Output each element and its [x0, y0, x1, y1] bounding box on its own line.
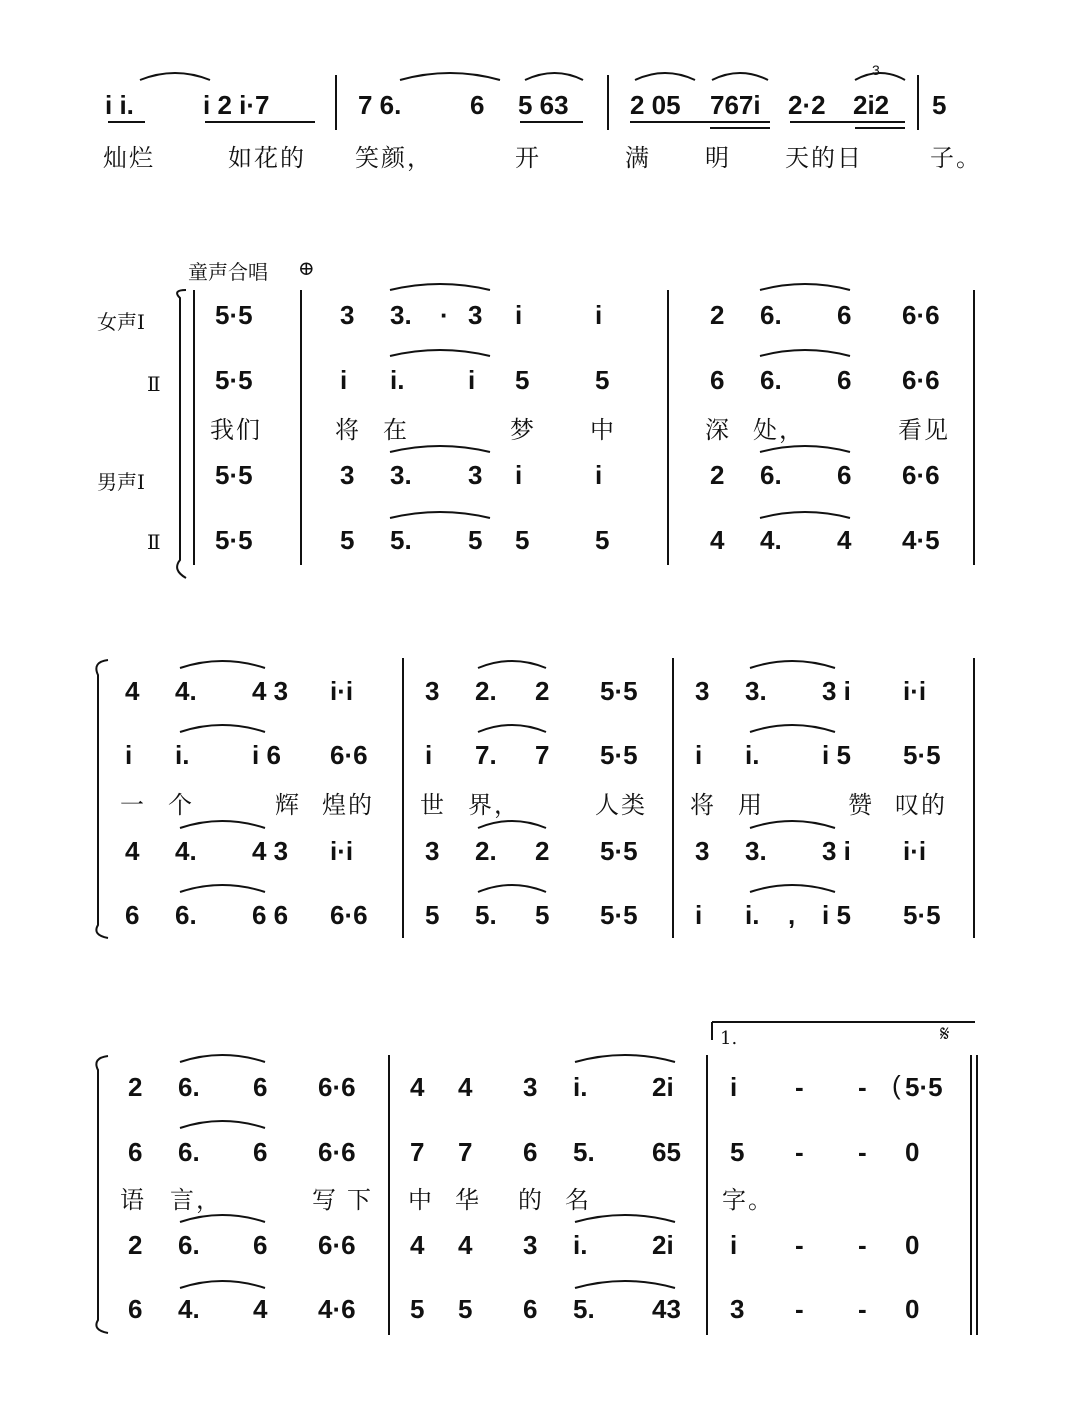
note: 2: [535, 676, 550, 706]
note: 4: [125, 676, 140, 706]
note: 6·6: [330, 740, 368, 770]
note: 5·5: [600, 900, 638, 930]
note: 5: [340, 525, 355, 555]
lyric: 中: [590, 416, 616, 444]
note: 7: [458, 1137, 473, 1167]
note: 5: [458, 1294, 473, 1324]
paren: (: [892, 1070, 901, 1100]
lyric: 字。: [722, 1186, 774, 1214]
note: 767i: [710, 90, 761, 120]
note: 6: [837, 300, 852, 330]
note: 5: [515, 365, 530, 395]
note: 2: [128, 1230, 143, 1260]
dash: -: [795, 1072, 804, 1102]
note: 5: [468, 525, 483, 555]
lyric: 深: [705, 416, 731, 444]
note: 2: [535, 836, 550, 866]
note: 3: [695, 836, 710, 866]
note: 4: [458, 1072, 473, 1102]
note: i.: [390, 365, 405, 395]
note: 3 i: [822, 836, 851, 866]
note: 3 i: [822, 676, 851, 706]
note: 6: [253, 1230, 268, 1260]
note: i: [695, 900, 703, 930]
note: 6: [523, 1294, 538, 1324]
note: 7: [410, 1137, 425, 1167]
note: i 5: [822, 740, 851, 770]
note: 6.: [178, 1230, 200, 1260]
lyric: 灿烂: [103, 144, 155, 172]
lyric: 华: [455, 1186, 481, 1214]
note: 2.: [475, 676, 497, 706]
lyric: 人类: [595, 791, 647, 819]
note: 5.: [573, 1294, 595, 1324]
note: 6·6: [318, 1230, 356, 1260]
lyric: 看见: [898, 416, 950, 444]
note: 4.: [178, 1294, 200, 1324]
note: 65: [652, 1137, 681, 1167]
note: 2: [710, 460, 725, 490]
note: 6: [837, 460, 852, 490]
note: ·: [440, 300, 449, 330]
dash: -: [795, 1294, 804, 1324]
note: 2·2: [788, 90, 826, 120]
triplet-mark: 3: [872, 62, 880, 78]
dash: -: [858, 1137, 867, 1167]
note: 2: [710, 300, 725, 330]
note: i.: [573, 1072, 588, 1102]
lyric: 子。: [930, 144, 982, 172]
note: 2i2: [853, 90, 890, 120]
barline: [388, 1055, 390, 1335]
note: 3: [468, 460, 483, 490]
lyric: 笑颜，: [355, 144, 433, 172]
lyric: 辉: [275, 791, 301, 819]
coda-sign-icon: ⊕: [298, 256, 315, 280]
note: 5·5: [215, 300, 253, 330]
note: 4.: [175, 676, 197, 706]
note: 0: [905, 1230, 920, 1260]
note: i: [595, 300, 603, 330]
note: 2i: [652, 1072, 674, 1102]
lyric: 界，: [468, 791, 520, 819]
note: i·i: [330, 836, 354, 866]
note: 3.: [390, 300, 412, 330]
lyric: 天的日: [785, 144, 863, 172]
lyric: 将: [690, 791, 716, 819]
lyric: 如花的: [228, 144, 306, 172]
note: 5·5: [600, 836, 638, 866]
voice-label-female-1: 女声Ⅰ: [97, 310, 145, 334]
note: 7: [535, 740, 550, 770]
note: 4: [410, 1072, 425, 1102]
note: 4·5: [902, 525, 940, 555]
note: 5·5: [215, 460, 253, 490]
note: 4: [837, 525, 852, 555]
barline: [706, 1055, 708, 1335]
note: 5 63: [518, 90, 569, 120]
lyric: 开: [515, 144, 541, 172]
lyric: 的: [518, 1186, 544, 1214]
lyric: 个: [168, 791, 194, 819]
note: 3: [340, 300, 355, 330]
segno-icon: 𝄋: [940, 1022, 950, 1047]
note: 5: [595, 365, 610, 395]
note: 3.: [745, 836, 767, 866]
note: i: [515, 460, 523, 490]
note: 3: [340, 460, 355, 490]
note: 6·6: [902, 460, 940, 490]
dash: -: [858, 1072, 867, 1102]
note: i: [730, 1072, 738, 1102]
note: 5.: [390, 525, 412, 555]
note: i 5: [822, 900, 851, 930]
note: 5·5: [215, 525, 253, 555]
note: i: [595, 460, 603, 490]
lyric: 用: [738, 791, 764, 819]
note: i i.: [105, 90, 134, 120]
note: 3: [425, 836, 440, 866]
dash: -: [858, 1294, 867, 1324]
note: 6: [125, 900, 140, 930]
lyric: 将: [335, 416, 361, 444]
note: 2.: [475, 836, 497, 866]
note: 5: [730, 1137, 745, 1167]
note: 5·5: [600, 676, 638, 706]
note: 4: [710, 525, 725, 555]
note: 4: [410, 1230, 425, 1260]
note: 3: [425, 676, 440, 706]
note: 6: [128, 1294, 143, 1324]
note: 6·6: [330, 900, 368, 930]
lyric: 世: [420, 791, 446, 819]
note: i: [515, 300, 523, 330]
lyric: 语: [120, 1186, 146, 1214]
note: 3: [523, 1230, 538, 1260]
note: i: [468, 365, 476, 395]
note: 4.: [175, 836, 197, 866]
note: 5: [595, 525, 610, 555]
note: 6·6: [318, 1137, 356, 1167]
note: 3: [695, 676, 710, 706]
lyric: 处，: [753, 416, 805, 444]
note: 6: [837, 365, 852, 395]
lyric: 赞: [848, 791, 874, 819]
note: i.: [573, 1230, 588, 1260]
lyric: 叹的: [895, 791, 947, 819]
breath-mark: ,: [788, 900, 796, 930]
note: 2 05: [630, 90, 681, 120]
note: 5.: [475, 900, 497, 930]
note: 3.: [390, 460, 412, 490]
note: i: [730, 1230, 738, 1260]
dash: -: [795, 1230, 804, 1260]
note: 6: [523, 1137, 538, 1167]
note: 6·6: [902, 365, 940, 395]
lyric: 言，: [170, 1186, 222, 1214]
note: 5·5: [215, 365, 253, 395]
note: 43: [652, 1294, 681, 1324]
lyric: 在: [383, 416, 409, 444]
note: i·i: [330, 676, 354, 706]
note: 3: [523, 1072, 538, 1102]
note: 5·5: [600, 740, 638, 770]
barline: [970, 1055, 972, 1335]
voice-label-male-2: Ⅱ: [147, 530, 161, 554]
lyric: 煌的: [322, 791, 374, 819]
lyric: 梦: [510, 416, 536, 444]
note: i: [125, 740, 133, 770]
note: 4 3: [252, 836, 289, 866]
note: 4: [458, 1230, 473, 1260]
note: 2i: [652, 1230, 674, 1260]
note: 6·6: [902, 300, 940, 330]
voice-label-female-2: Ⅱ: [147, 372, 161, 396]
note: 7.: [475, 740, 497, 770]
note: 6: [128, 1137, 143, 1167]
note: i: [340, 365, 348, 395]
note: 6 6: [252, 900, 289, 930]
note: 6: [253, 1072, 268, 1102]
note: 6.: [175, 900, 197, 930]
note: 5: [535, 900, 550, 930]
note: 3: [730, 1294, 745, 1324]
note: 6.: [760, 300, 782, 330]
note: i 6: [252, 740, 281, 770]
note: 4·6: [318, 1294, 356, 1324]
note: 3.: [745, 676, 767, 706]
note: 7 6.: [358, 90, 402, 120]
note: 6: [253, 1137, 268, 1167]
note: 0: [905, 1137, 920, 1167]
note: 6.: [178, 1137, 200, 1167]
note: 5: [410, 1294, 425, 1324]
note: 5·5: [905, 1072, 943, 1102]
note: i 2 i·7: [203, 90, 270, 120]
voice-label-male-1: 男声Ⅰ: [97, 470, 145, 494]
section-label: 童声合唱: [188, 260, 268, 284]
note: 4.: [760, 525, 782, 555]
note: 5: [515, 525, 530, 555]
note: 2: [128, 1072, 143, 1102]
note: 4: [253, 1294, 268, 1324]
note: 5: [425, 900, 440, 930]
note: 6.: [760, 460, 782, 490]
note: i: [425, 740, 433, 770]
barline: [976, 1055, 978, 1335]
note: 6: [470, 90, 485, 120]
volta-label: 1.: [720, 1028, 738, 1049]
note: 0: [905, 1294, 920, 1324]
note: 5·5: [903, 740, 941, 770]
note: 4 3: [252, 676, 289, 706]
note: i.: [745, 900, 760, 930]
note: 6.: [178, 1072, 200, 1102]
lyric: 下: [347, 1186, 373, 1214]
note: i: [695, 740, 703, 770]
note: 6·6: [318, 1072, 356, 1102]
note: i.: [745, 740, 760, 770]
note: 5: [932, 90, 947, 120]
lyric: 满: [625, 144, 651, 172]
lyric: 名: [565, 1186, 591, 1214]
dash: -: [795, 1137, 804, 1167]
note: i·i: [903, 836, 927, 866]
lyric: 写: [312, 1186, 338, 1214]
dash: -: [858, 1230, 867, 1260]
lyric: 一: [120, 791, 146, 819]
note: i·i: [903, 676, 927, 706]
note: i.: [175, 740, 190, 770]
lyric: 明: [705, 144, 731, 172]
note: 6: [710, 365, 725, 395]
note: 6.: [760, 365, 782, 395]
lyric: 我们: [210, 416, 262, 444]
lyric: 中: [408, 1186, 434, 1214]
note: 3: [468, 300, 483, 330]
note: 5.: [573, 1137, 595, 1167]
note: 5·5: [903, 900, 941, 930]
note: 4: [125, 836, 140, 866]
